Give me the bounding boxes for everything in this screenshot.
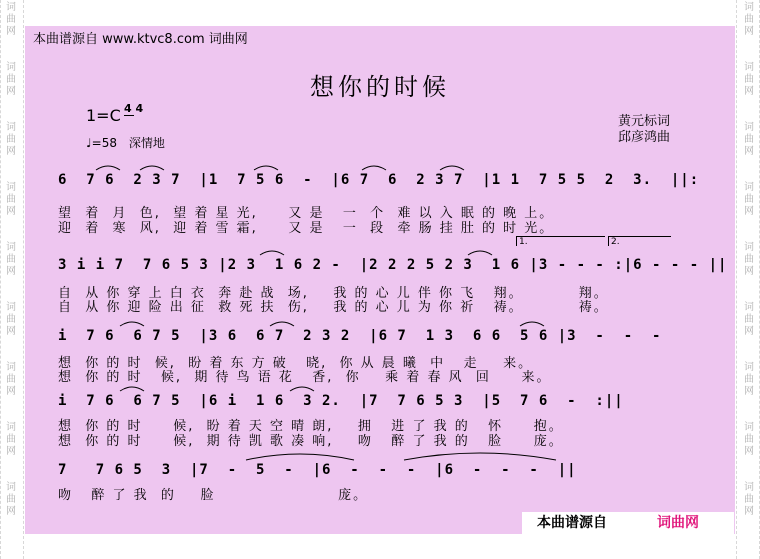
watermark-glyphs: 词 曲 网 xyxy=(6,302,16,337)
notation-line-5: 7 7 6 5 3 |7 - 5 - |6 - - - |6 - - - || xyxy=(58,462,577,478)
tempo-mark: ♩=58 xyxy=(86,136,117,150)
notation-line-3: i 7 6 6 7 5 |3 6 6 7 2 3 2 |6 7 1 3 6 6 5 6 |3 - - - xyxy=(58,328,662,344)
lyric-line-4b: 想 你 的 时 候, 期 待 凯 歌 凑 响, 吻 醉 了 我 的 脸 庞。 xyxy=(58,434,564,449)
notation-line-4: i 7 6 6 7 5 |6 i 1 6 3 2. |7 7 6 5 3 |5 7 6 - :|| xyxy=(58,393,624,409)
lyric-line-2a: 自 从 你 穿 上 白 衣 奔 赴 战 场, 我 的 心 儿 伴 你 飞 翔。 翔。 xyxy=(58,286,609,301)
watermark-glyphs: 词 曲 网 xyxy=(6,242,16,277)
watermark-glyphs: 词 曲 网 xyxy=(6,122,16,157)
notation-line-1: 6 7 6 2 3 7 |1 7 5 6 - |6 7 6 2 3 7 |1 1 7 5 5 2 3. ||: xyxy=(58,172,700,188)
watermark-glyphs: 词 曲 网 xyxy=(6,362,16,397)
watermark-glyphs: 词 曲 网 xyxy=(6,482,16,517)
lyric-line-4a: 想 你 的 时 候, 盼 着 天 空 晴 朗, 拥 进 了 我 的 怀 抱。 xyxy=(58,419,564,434)
lyric-line-2b: 自 从 你 迎 险 出 征 救 死 扶 伤, 我 的 心 儿 为 你 祈 祷。 祷。 xyxy=(58,300,609,315)
time-signature-bottom: 4 xyxy=(135,102,144,115)
volta-first: 1. xyxy=(516,236,605,246)
watermark-glyphs: 词 曲 网 xyxy=(744,62,754,97)
notation-line-2: 3 i i 7 7 6 5 3 |2 3 1 6 2 - |2 2 2 5 2 3 1 6 |3 - - - :|6 - - - || xyxy=(58,257,728,273)
lyric-line-5: 吻 醉 了 我 的 脸 庞。 xyxy=(58,488,369,503)
watermark-glyphs: 词 曲 网 xyxy=(744,122,754,157)
lyric-line-3a: 想 你 的 时 候, 盼 着 东 方 破 晓, 你 从 晨 曦 中 走 来。 xyxy=(58,356,534,371)
watermark-glyphs: 词 曲 网 xyxy=(744,302,754,337)
lyricist-credit: 黄元标词 xyxy=(618,114,671,129)
watermark-glyphs: 词 曲 网 xyxy=(744,242,754,277)
key-signature: 1=C xyxy=(86,106,121,125)
source-line[interactable]: 本曲谱源自 www.ktvc8.com 词曲网 xyxy=(33,32,248,47)
watermark-glyphs: 词 曲 网 xyxy=(6,2,16,37)
watermark-glyphs: 词 曲 网 xyxy=(6,62,16,97)
stamp-site-label: 词曲网 xyxy=(622,512,734,534)
volta-second: 2. xyxy=(608,236,671,246)
watermark-glyphs: 词 曲 网 xyxy=(744,362,754,397)
watermark-glyphs: 词 曲 网 xyxy=(744,482,754,517)
watermark-glyphs: 词 曲 网 xyxy=(6,422,16,457)
watermark-glyphs: 词 曲 网 xyxy=(744,2,754,37)
song-title: 想你的时候 xyxy=(310,73,450,101)
watermark-glyphs: 词 曲 网 xyxy=(744,182,754,217)
composer-credit: 邱彦鸿曲 xyxy=(618,130,671,145)
time-signature-top: 4 xyxy=(124,102,132,115)
lyric-line-1b: 迎 着 寒 风, 迎 着 雪 霜, 又 是 一 段 牵 肠 挂 肚 的 时 光。 xyxy=(58,221,555,236)
lyric-line-3b: 想 你 的 时 候, 期 待 鸟 语 花 香, 你 乘 着 春 风 回 来。 xyxy=(58,370,552,385)
watermark-glyphs: 词 曲 网 xyxy=(6,182,16,217)
lyric-line-1a: 望 着 月 色, 望 着 星 光, 又 是 一 个 难 以 入 眠 的 晚 上。 xyxy=(58,206,555,221)
watermark-glyphs: 词 曲 网 xyxy=(744,422,754,457)
stamp-source-label: 本曲谱源自 xyxy=(522,512,622,534)
expression-mark: 深情地 xyxy=(128,136,165,150)
